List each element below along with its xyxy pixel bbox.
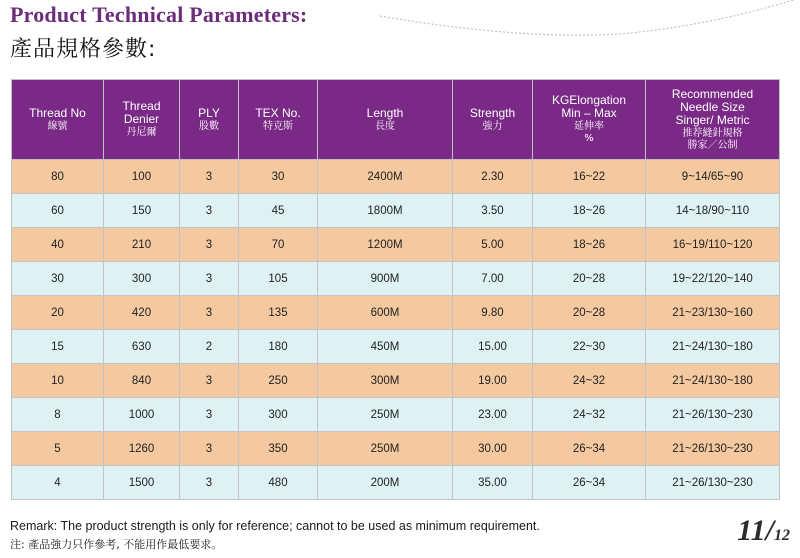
table-cell: 21~26/130~230 — [646, 432, 780, 466]
table-cell: 3.50 — [453, 194, 533, 228]
table-cell: 1260 — [104, 432, 180, 466]
column-header — [646, 80, 780, 160]
table-cell: 35.00 — [453, 466, 533, 500]
table-cell: 200M — [318, 466, 453, 500]
table-cell: 150 — [104, 194, 180, 228]
table-cell: 135 — [239, 296, 318, 330]
table-cell: 3 — [180, 466, 239, 500]
table-cell: 210 — [104, 228, 180, 262]
table-cell: 420 — [104, 296, 180, 330]
technical-parameters-table — [11, 79, 780, 500]
table-cell: 480 — [239, 466, 318, 500]
table-cell: 60 — [12, 194, 104, 228]
table-row — [12, 466, 780, 500]
table-cell: 250 — [239, 364, 318, 398]
table-cell: 300 — [104, 262, 180, 296]
column-header — [453, 80, 533, 160]
table-row — [12, 262, 780, 296]
column-header-en: PLY — [198, 105, 220, 120]
column-header — [239, 80, 318, 160]
table-cell: 8 — [12, 398, 104, 432]
column-header-cn: 股數 — [199, 120, 219, 132]
table-cell: 1800M — [318, 194, 453, 228]
column-header-cn: 長度 — [375, 120, 395, 132]
table-cell: 30 — [239, 160, 318, 194]
table-cell: 14~18/90~110 — [646, 194, 780, 228]
table-cell: 3 — [180, 432, 239, 466]
table-cell: 3 — [180, 398, 239, 432]
table-cell: 18~26 — [533, 228, 646, 262]
page-number — [737, 514, 790, 548]
table-cell: 16~19/110~120 — [646, 228, 780, 262]
table-cell: 450M — [318, 330, 453, 364]
table-cell: 3 — [180, 262, 239, 296]
column-header-cn: 延伸率 % — [574, 121, 604, 144]
table-cell: 30.00 — [453, 432, 533, 466]
table-cell: 5 — [12, 432, 104, 466]
table-row — [12, 398, 780, 432]
column-header-en: Strength — [469, 105, 516, 120]
table-cell: 9~14/65~90 — [646, 160, 780, 194]
table-cell: 5.00 — [453, 228, 533, 262]
table-row — [12, 194, 780, 228]
table-cell: 20~28 — [533, 262, 646, 296]
table-cell: 4 — [12, 466, 104, 500]
page-title-english: Product Technical Parameters: — [10, 2, 308, 27]
table-cell: 10 — [12, 364, 104, 398]
table-cell: 21~23/130~160 — [646, 296, 780, 330]
table-cell: 100 — [104, 160, 180, 194]
table-cell: 18~26 — [533, 194, 646, 228]
column-header-en: Length — [366, 105, 404, 120]
column-header — [12, 80, 104, 160]
table-cell: 105 — [239, 262, 318, 296]
table-cell: 630 — [104, 330, 180, 364]
table-cell: 24~32 — [533, 364, 646, 398]
table-cell: 21~26/130~230 — [646, 466, 780, 500]
column-header-en: Thread Denier — [122, 99, 161, 126]
table-cell: 21~26/130~230 — [646, 398, 780, 432]
table-cell: 21~24/130~180 — [646, 330, 780, 364]
table-cell: 840 — [104, 364, 180, 398]
table-cell: 21~24/130~180 — [646, 364, 780, 398]
table-cell: 80 — [12, 160, 104, 194]
table-cell: 2.30 — [453, 160, 533, 194]
remark-chinese: 注: 產品強力只作參考, 不能用作最低要求。 — [10, 538, 223, 551]
column-header-cn: 線號 — [47, 120, 68, 132]
table-cell: 9.80 — [453, 296, 533, 330]
table-cell: 24~32 — [533, 398, 646, 432]
table-cell: 3 — [180, 364, 239, 398]
table-cell: 19.00 — [453, 364, 533, 398]
page-total: 12 — [774, 527, 790, 544]
column-header-cn: 丹尼爾 — [126, 127, 157, 138]
table-cell: 15 — [12, 330, 104, 364]
column-header — [318, 80, 453, 160]
table-cell: 15.00 — [453, 330, 533, 364]
table-cell: 3 — [180, 228, 239, 262]
table-row — [12, 228, 780, 262]
column-header-en: Recommended Needle Size Singer/ Metric — [671, 86, 754, 127]
table-cell: 600M — [318, 296, 453, 330]
table-row — [12, 364, 780, 398]
column-header — [533, 80, 646, 160]
column-header — [104, 80, 180, 160]
column-header-cn: 推荐縫針規格 勝家／公制 — [682, 127, 743, 151]
column-header — [180, 80, 239, 160]
table-cell: 20~28 — [533, 296, 646, 330]
table-cell: 16~22 — [533, 160, 646, 194]
table-cell: 3 — [180, 296, 239, 330]
table-header-row — [12, 80, 780, 160]
page-current: 11 — [737, 514, 766, 547]
table-cell: 7.00 — [453, 262, 533, 296]
table-cell: 22~30 — [533, 330, 646, 364]
table-row — [12, 432, 780, 466]
table-cell: 40 — [12, 228, 104, 262]
column-header-cn: 特克斯 — [263, 120, 293, 132]
table-cell: 45 — [239, 194, 318, 228]
table-cell: 300 — [239, 398, 318, 432]
table-row — [12, 160, 780, 194]
table-cell: 19~22/120~140 — [646, 262, 780, 296]
table-row — [12, 296, 780, 330]
column-header-en: Thread No — [29, 105, 86, 120]
table-cell: 1200M — [318, 228, 453, 262]
table-cell: 23.00 — [453, 398, 533, 432]
table-cell: 350 — [239, 432, 318, 466]
table-cell: 2 — [180, 330, 239, 364]
table-cell: 20 — [12, 296, 104, 330]
column-header-en: KGElongation Min – Max — [551, 93, 627, 120]
remark-english: Remark: The product strength is only for reference; cannot to be used as minimum requirement. — [10, 519, 540, 533]
table-cell: 30 — [12, 262, 104, 296]
table-cell: 70 — [239, 228, 318, 262]
table-cell: 250M — [318, 398, 453, 432]
table-cell: 900M — [318, 262, 453, 296]
table-cell: 1500 — [104, 466, 180, 500]
table-row — [12, 330, 780, 364]
column-header-en: TEX No. — [255, 105, 301, 120]
page-slash: / — [765, 514, 774, 547]
table-cell: 180 — [239, 330, 318, 364]
table-cell: 300M — [318, 364, 453, 398]
table-cell: 3 — [180, 194, 239, 228]
table-cell: 26~34 — [533, 466, 646, 500]
column-header-cn: 強力 — [482, 120, 503, 132]
page-title-chinese: 產品規格參數: — [10, 37, 157, 62]
table-cell: 26~34 — [533, 432, 646, 466]
table-cell: 250M — [318, 432, 453, 466]
table-cell: 1000 — [104, 398, 180, 432]
table-body — [12, 160, 780, 500]
table-cell: 2400M — [318, 160, 453, 194]
table-cell: 3 — [180, 160, 239, 194]
